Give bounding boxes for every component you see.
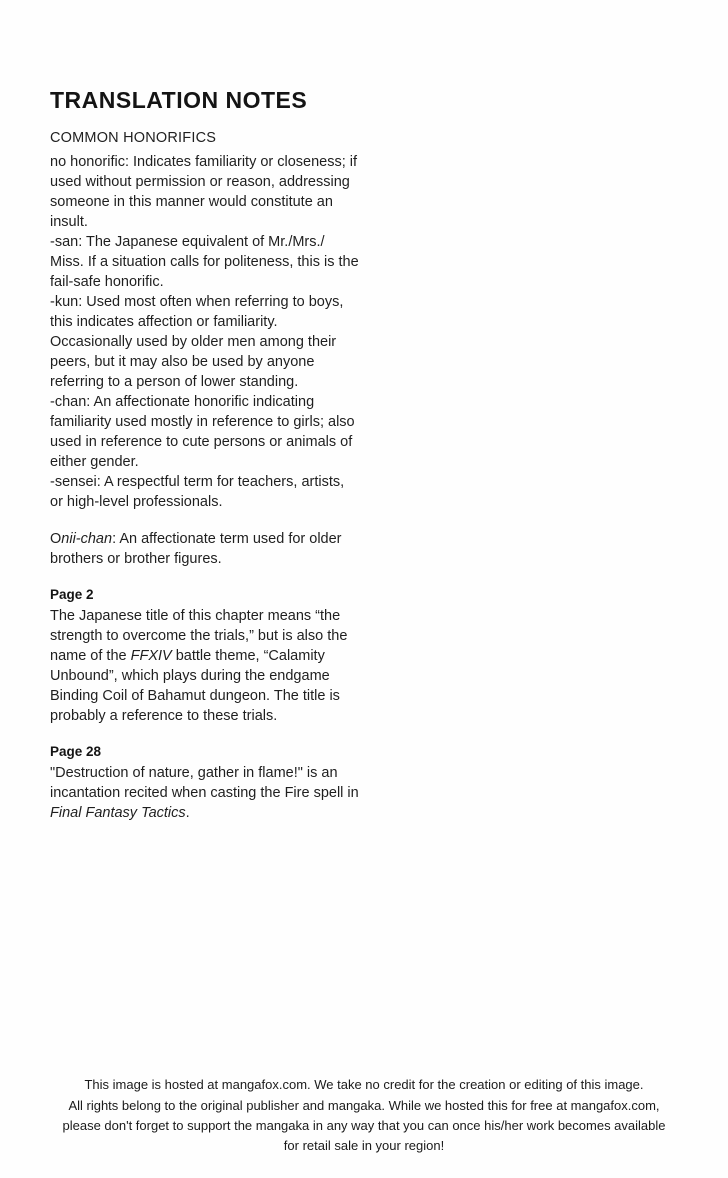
- note-page-2: [50, 606, 360, 726]
- footer-disclaimer: [0, 1075, 728, 1156]
- subhead-page-2: Page 2: [50, 586, 94, 602]
- note-page-2-part2: battle theme, “Calamity Unbound”, which plays during the endgame Binding Coil of Bahamut dungeon. The title is probably a reference to these trials.: [50, 648, 340, 725]
- note-page-28: [50, 763, 360, 823]
- note-page-28-part2: .: [185, 805, 190, 822]
- footer-line-4: for retail sale in your region!: [283, 1137, 445, 1153]
- honorific-entry: -kun: Used most often when referring to boys, this indicates affection or familiarity. Occasionally used by older men among their peers, but it may also be used by anyone referring to a person of lower standing.: [50, 293, 344, 390]
- honorific-entry-oniichan: [50, 529, 360, 569]
- note-page-28-part1: "Destruction of nature, gather in flame!" is an incantation recited when casting the Fire spell in: [50, 765, 359, 802]
- footer-line-1: This image is hosted at mangafox.com. We take no credit for the creation or editing of this image.: [84, 1077, 644, 1093]
- section-heading-honorifics: COMMON HONORIFICS: [50, 130, 217, 147]
- note-page-2-italic: FFXIV: [130, 648, 172, 665]
- honorific-entry: -sensei: A respectful term for teachers, artists, or high-level professionals.: [50, 473, 345, 510]
- honorific-entry: -chan: An affectionate honorific indicating familiarity used mostly in reference to girls; also used in reference to cute persons or animals of either gender.: [50, 393, 355, 470]
- note-page-28-italic: Final Fantasy Tactics: [50, 805, 186, 822]
- footer-line-2: All rights belong to the original publisher and mangaka. While we hosted this for free at mangafox.com,: [68, 1097, 660, 1113]
- subhead-page-28: Page 28: [50, 744, 102, 760]
- page-title: TRANSLATION NOTES: [50, 87, 308, 113]
- note-page-2-part1: The Japanese title of this chapter means “the strength to overcome the trials,” but is also the name of the: [50, 608, 348, 665]
- honorific-entry: no honorific: Indicates familiarity or closeness; if used without permission or reason, addressing someone in this manner would constitute an insult.: [50, 153, 358, 230]
- oniichan-text: : An affectionate term used for older brothers or brother figures.: [50, 530, 342, 567]
- oniichan-prefix: O: [50, 530, 62, 547]
- honorific-entry: -san: The Japanese equivalent of Mr./Mrs./ Miss. If a situation calls for politeness, this is the fail-safe honorific.: [50, 233, 359, 290]
- translation-notes-body: [50, 88, 360, 823]
- footer-line-3: please don't forget to support the mangaka in any way that you can once his/her work becomes available: [62, 1117, 666, 1133]
- oniichan-term: nii-chan: [61, 530, 113, 547]
